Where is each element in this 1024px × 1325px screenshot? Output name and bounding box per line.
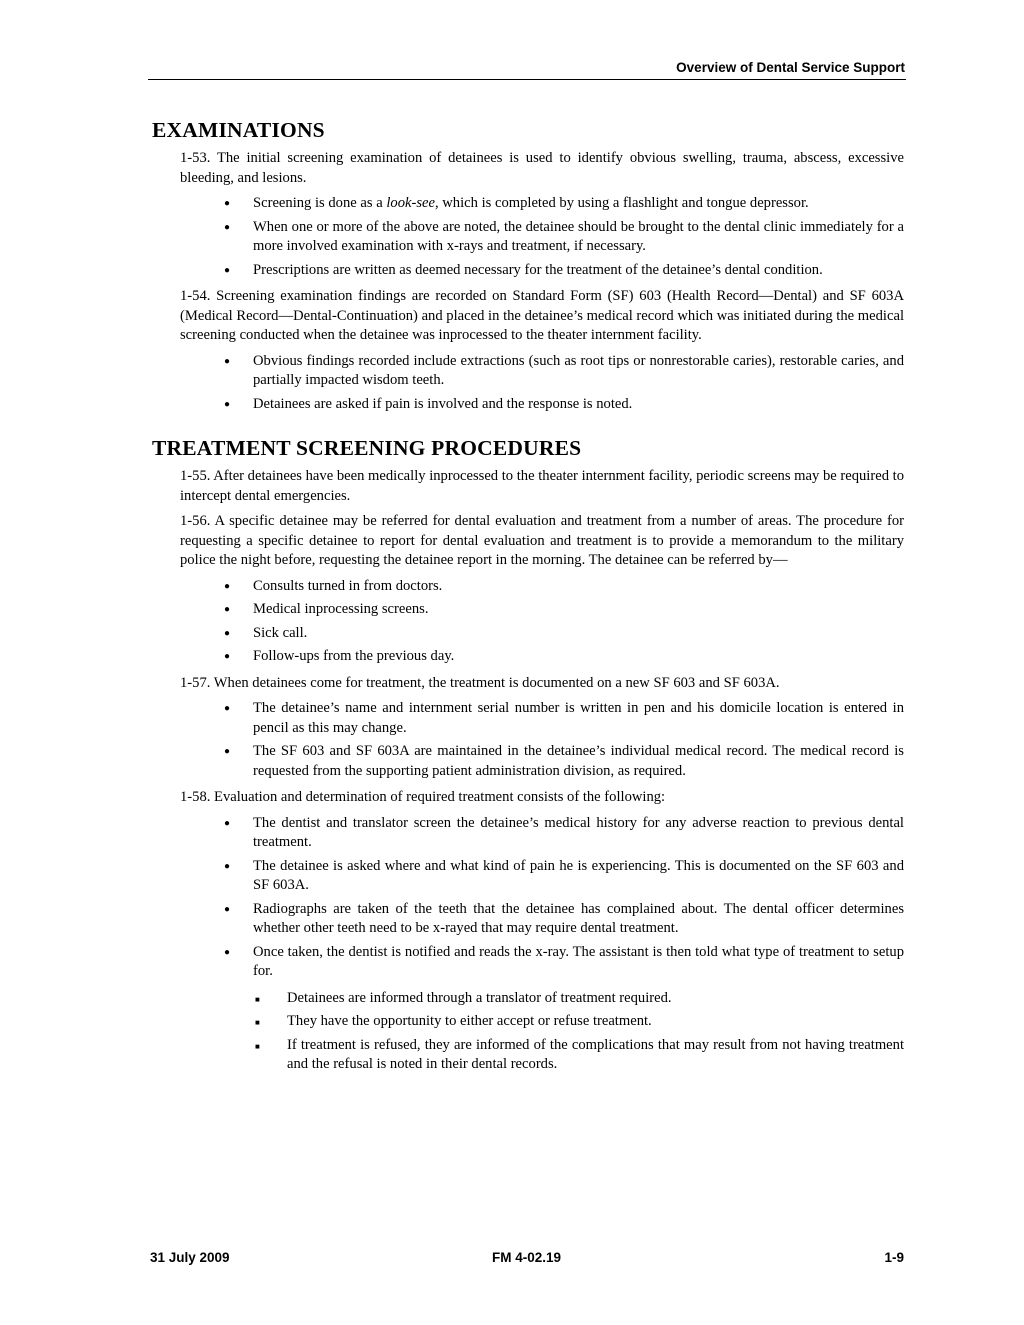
sub-bullet-item: ■ Detainees are informed through a translator of treatment required. bbox=[287, 989, 904, 1009]
paragraph-1-58: 1-58. Evaluation and determination of required treatment consists of the following: bbox=[180, 789, 666, 805]
sub-bullet-item: ■ They have the opportunity to either accept or refuse treatment. bbox=[287, 1012, 904, 1032]
bullet-item: ● The SF 603 and SF 603A are maintained in the detainee’s individual medical record. The medical record is requested from the supporting patient administration division, as required. bbox=[253, 742, 904, 781]
paragraph-1-57: 1-57. When detainees come for treatment, the treatment is documented on a new SF 603 and SF 603A. bbox=[180, 674, 780, 691]
header-rule bbox=[148, 79, 906, 80]
bullet-item: ● Radiographs are taken of the teeth that the detainee has complained about. The dental officer determines whether other teeth need to be x-rayed that may require dental treatment. bbox=[253, 900, 904, 939]
bullet-item: ● The detainee is asked where and what kind of pain he is experiencing. This is documented on the SF 603 and SF 603A. bbox=[253, 857, 904, 896]
emphasis-look-see: look-see bbox=[386, 195, 435, 211]
footer-date: 31 July 2009 bbox=[150, 1250, 230, 1265]
bullet-item: ● The detainee’s name and internment serial number is written in pen and his domicile location is entered in pencil as this may change. bbox=[253, 699, 904, 738]
bullet-item: ● Once taken, the dentist is notified and reads the x-ray. The assistant is then told what type of treatment to setup for. bbox=[253, 943, 904, 982]
footer-page-number: 1-9 bbox=[884, 1250, 904, 1265]
footer-manual-number: FM 4-02.19 bbox=[492, 1250, 562, 1265]
bullet-item: ● Follow-ups from the previous day. bbox=[253, 647, 904, 667]
paragraph-1-56: 1-56. A specific detainee may be referred for dental evaluation and treatment from a number of areas. The procedure for requesting a specific detainee to report for dental evaluation and treatment is to provide a memorandum to the military police the night before, requesting the detainee report in the morning. The detainee can be referred by— bbox=[180, 513, 904, 568]
bullet-item: ● Detainees are asked if pain is involved and the response is noted. bbox=[253, 395, 904, 415]
bullet-item: ● Screening is done as a look-see, which is completed by using a flashlight and tongue depressor. bbox=[253, 194, 904, 214]
bullet-item: ● Obvious findings recorded include extractions (such as root tips or nonrestorable caries), restorable caries, and partially impacted wisdom teeth. bbox=[253, 352, 904, 391]
bullet-list-1-54 bbox=[152, 352, 904, 415]
page-body bbox=[152, 118, 904, 1082]
bullet-item: ● The dentist and translator screen the detainee’s medical history for any adverse reaction to previous dental treatment. bbox=[253, 814, 904, 853]
section-heading-examinations: EXAMINATIONS bbox=[152, 118, 325, 142]
paragraph-1-53: 1-53. The initial screening examination of detainees is used to identify obvious swelling, trauma, abscess, excessive bleeding, and lesions. bbox=[180, 150, 904, 186]
bullet-list-1-58 bbox=[152, 814, 904, 982]
paragraph-1-54: 1-54. Screening examination findings are recorded on Standard Form (SF) 603 (Health Record—Dental) and SF 603A (Medical Record—Dental-Continuation) and placed in the detainee’s medical record which was initiated during the medical screening conducted when the detainee was inprocessed to the theater internment facility. bbox=[180, 288, 904, 343]
sub-bullet-list-1-58 bbox=[152, 989, 904, 1075]
paragraph-1-55: 1-55. After detainees have been medically inprocessed to the theater internment facility, periodic screens may be required to intercept dental emergencies. bbox=[180, 468, 904, 504]
bullet-list-1-53 bbox=[152, 194, 904, 280]
sub-bullet-item: ■ If treatment is refused, they are informed of the complications that may result from not having treatment and the refusal is noted in their dental records. bbox=[287, 1036, 904, 1075]
bullet-item: ● Prescriptions are written as deemed necessary for the treatment of the detainee’s dental condition. bbox=[253, 261, 904, 281]
bullet-item: ● Consults turned in from doctors. bbox=[253, 577, 904, 597]
bullet-list-1-56 bbox=[152, 577, 904, 667]
running-head: Overview of Dental Service Support bbox=[676, 60, 905, 75]
bullet-item: ● When one or more of the above are noted, the detainee should be brought to the dental clinic immediately for a more involved examination with x-rays and treatment, if necessary. bbox=[253, 218, 904, 257]
section-heading-treatment-screening: TREATMENT SCREENING PROCEDURES bbox=[152, 436, 582, 460]
bullet-item: ● Medical inprocessing screens. bbox=[253, 600, 904, 620]
bullet-item: ● Sick call. bbox=[253, 624, 904, 644]
bullet-list-1-57 bbox=[152, 699, 904, 781]
